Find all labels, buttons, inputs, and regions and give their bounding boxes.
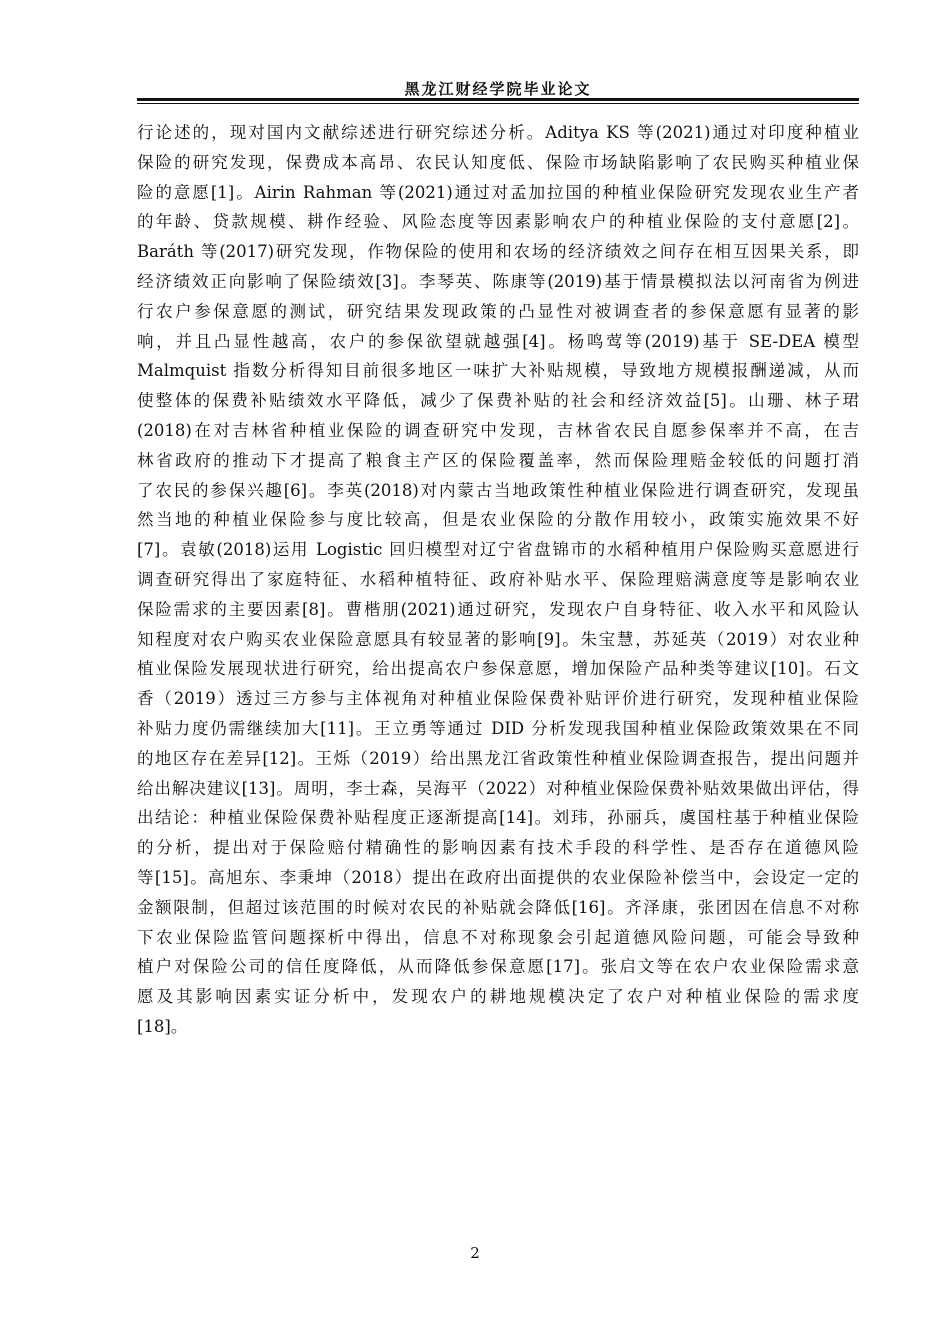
text-line: 植业保险发展现状进行研究，给出提高农户参保意愿，增加保险产品种类等建议[10]。石文 xyxy=(137,659,859,679)
text-line: 补贴力度仍需继续加大[11]。王立勇等通过 DID 分析发现我国种植业保险政策效果在不同 xyxy=(137,718,859,738)
text-line: 林省政府的推动下才提高了粮食主产区的保险覆盖率，然而保险理赔金较低的问题打消 xyxy=(137,450,859,470)
text-line: 知程度对农户购买农业保险意愿具有较显著的影响[9]。朱宝慧，苏延英（2019）对农业种 xyxy=(137,629,859,649)
body-paragraph xyxy=(137,118,859,1042)
text-line: [7]。袁敏(2018)运用 Logistic 回归模型对辽宁省盘锦市的水稻种植用户保险购买意愿进行 xyxy=(137,540,859,560)
text-line: 然当地的种植业保险参与度比较高，但是农业保险的分散作用较小，政策实施效果不好 xyxy=(137,510,859,530)
text-line: 的分析，提出对于保险赔付精确性的影响因素有技术手段的科学性、是否存在道德风险 xyxy=(137,838,859,858)
header-rule-thin xyxy=(137,103,859,104)
text-line: 经济绩效正向影响了保险绩效[3]。李琴英、陈康等(2019)基于情景模拟法以河南省为例进 xyxy=(137,271,859,291)
text-line: 植户对保险公司的信任度降低，从而降低参保意愿[17]。张启文等在农户农业保险需求意 xyxy=(137,957,859,977)
text-line: 响，并且凸显性越高，农户的参保欲望就越强[4]。杨鸣莺等(2019)基于 SE-DEA 模型 xyxy=(137,331,859,351)
text-line: 保险的研究发现，保费成本高昂、农民认知度低、保险市场缺陷影响了农民购买种植业保 xyxy=(137,152,859,172)
text-line: 的地区存在差异[12]。王烁（2019）给出黑龙江省政策性种植业保险调查报告，提出问题并 xyxy=(137,748,859,768)
text-line: 了农民的参保兴趣[6]。李英(2018)对内蒙古当地政策性种植业保险进行调查研究，发现虽 xyxy=(137,480,859,500)
text-line: 香（2019）透过三方参与主体视角对种植业保险保费补贴评价进行研究，发现种植业保险 xyxy=(137,689,859,709)
text-line: 愿及其影响因素实证分析中，发现农户的耕地规模决定了农户对种植业保险的需求度 xyxy=(137,987,859,1007)
text-line: Malmquist 指数分析得知目前很多地区一味扩大补贴规模，导致地方规模报酬递减，从而 xyxy=(137,361,859,381)
text-line: Baráth 等(2017)研究发现，作物保险的使用和农场的经济绩效之间存在相互因果关系，即 xyxy=(137,242,859,262)
text-line: [18]。 xyxy=(137,1016,188,1036)
text-line: 的年龄、贷款规模、耕作经验、风险态度等因素影响农户的种植业保险的支付意愿[2]。 xyxy=(137,212,859,232)
text-line: (2018)在对吉林省种植业保险的调查研究中发现，吉林省农民自愿参保率并不高，在吉 xyxy=(137,420,859,440)
text-line: 调查研究得出了家庭特征、水稻种植特征、政府补贴水平、保险理赔满意度等是影响农业 xyxy=(137,569,859,589)
text-line: 金额限制，但超过该范围的时候对农民的补贴就会降低[16]。齐泽康，张团因在信息不对称 xyxy=(137,897,859,917)
text-line: 给出解决建议[13]。周明，李士森，吴海平（2022）对种植业保险保费补贴效果做出评估，得 xyxy=(137,778,859,798)
text-line: 保险需求的主要因素[8]。曹楷朋(2021)通过研究，发现农户自身特征、收入水平和风险认 xyxy=(137,599,859,619)
page-number: 2 xyxy=(470,1244,480,1262)
text-line: 险的意愿[1]。Airin Rahman 等(2021)通过对孟加拉国的种植业保险研究发现农业生产者 xyxy=(137,182,859,202)
header-rule-thick xyxy=(137,98,859,101)
text-line: 行农户参保意愿的测试，研究结果发现政策的凸显性对被调查者的参保意愿有显著的影 xyxy=(137,301,859,321)
page-header-title: 黑龙江财经学院毕业论文 xyxy=(404,80,592,98)
text-line: 出结论：种植业保险保费补贴程度正逐渐提高[14]。刘玮，孙丽兵，虞国柱基于种植业保险 xyxy=(137,808,859,828)
text-line: 下农业保险监管问题探析中得出，信息不对称现象会引起道德风险问题，可能会导致种 xyxy=(137,927,859,947)
text-line: 等[15]。高旭东、李秉坤（2018）提出在政府出面提供的农业保险补偿当中，会设定一定的 xyxy=(137,867,859,887)
text-line: 行论述的，现对国内文献综述进行研究综述分析。Aditya KS 等(2021)通过对印度种植业 xyxy=(137,123,859,142)
text-line: 使整体的保费补贴绩效水平降低，减少了保费补贴的社会和经济效益[5]。山珊、林子珺 xyxy=(137,391,859,411)
